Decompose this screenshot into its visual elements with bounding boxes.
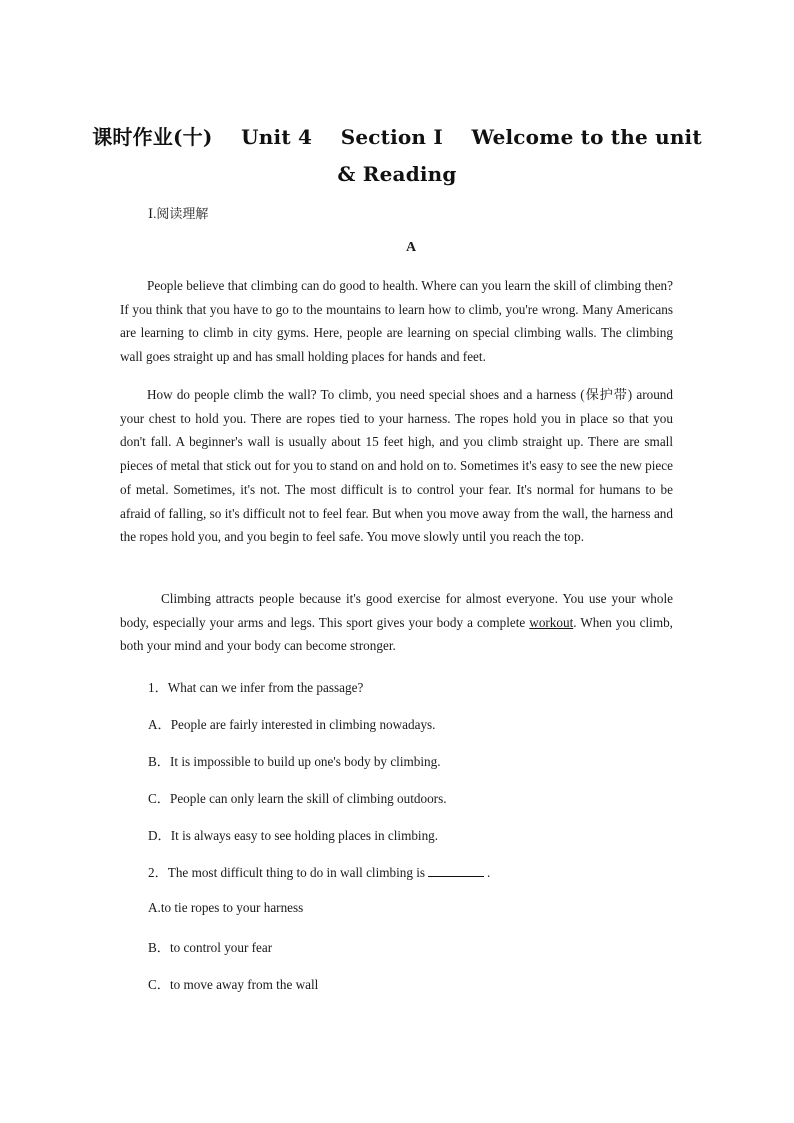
question-1-option-a: A．People are fairly interested in climbing nowadays. — [148, 717, 436, 732]
passage-paragraph-2 — [120, 383, 673, 549]
paragraph-1-text: People believe that climbing can do good to health. Where can you learn the skill of climbing then? If you think that you have to go to the mountains to learn how to climb, you're wrong. Many Americans are learning to climb in city gyms. Here, people are learning on special climbing walls. The climbing wall goes straight up and has small holding places for hands and feet. — [120, 278, 673, 365]
page-title-line-1: 课时作业(十) Unit 4 Section Ⅰ Welcome to the unit — [92, 125, 702, 149]
question-2-option-c: C．to move away from the wall — [148, 977, 319, 992]
question-2-option-a: A.to tie ropes to your harness — [148, 900, 304, 915]
page-title-line-2: & Reading — [337, 162, 457, 186]
answer-blank — [428, 862, 484, 877]
passage-paragraph-3 — [120, 587, 673, 658]
question-2-stem-text: 2．The most difficult thing to do in wall climbing is — [148, 865, 426, 880]
question-2-stem — [148, 862, 490, 881]
question-2-option-b: B．to control your fear — [148, 940, 273, 955]
question-1-option-d: D．It is always easy to see holding places in climbing. — [148, 828, 439, 843]
passage-label: A — [405, 240, 417, 255]
section-heading: Ⅰ.阅读理解 — [148, 206, 209, 221]
paragraph-3-text-end: . When you climb, both your mind and your body can become stronger. — [120, 614, 673, 654]
paragraph-2-text: How do people climb the wall? To climb, you need special shoes and a harness (保护带) around your chest to hold you. There are ropes tied to your harness. The ropes hold you in place so that you don't fall. A beginner's wall is usually about 15 feet high, and you climb straight up. There are small pieces of metal that stick out for you to stand on and hold on to. Sometimes it's easy to see the new piece of metal. Sometimes, it's not. The most difficult is to control your fear. It's normal for humans to be afraid of falling, so it's difficult not to feel fear. But when you move away from the wall, the harness and the ropes hold you, and you begin to feel safe. You move slowly until you reach the top. — [120, 387, 673, 545]
question-1-option-c: C．People can only learn the skill of climbing outdoors. — [148, 791, 447, 806]
question-2-stem-end: . — [487, 865, 491, 880]
question-1-stem: 1．What can we infer from the passage? — [148, 680, 364, 695]
paragraph-3-text-start: Climbing attracts people because it's good exercise for almost everyone. You use your whole body, especially your arms and legs. This sport gives your body a complete — [120, 591, 673, 630]
passage-paragraph-1 — [120, 274, 673, 369]
question-1-option-b: B．It is impossible to build up one's body by climbing. — [148, 754, 441, 769]
underlined-word: workout — [529, 614, 574, 630]
